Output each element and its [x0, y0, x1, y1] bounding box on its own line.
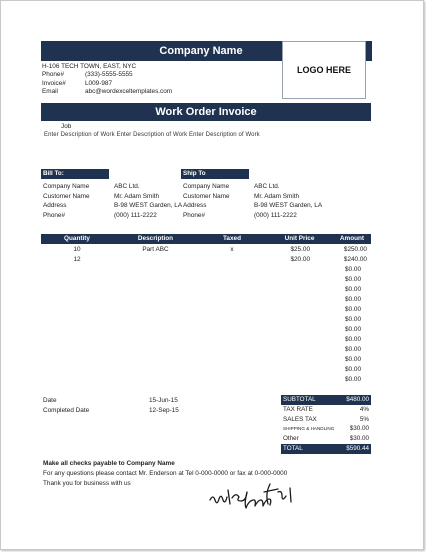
- job-label: Job: [61, 123, 72, 130]
- bill-to-label: Phone#: [43, 211, 66, 219]
- empty-amount: $0.00: [345, 326, 361, 333]
- other-row: [281, 434, 371, 444]
- col-unit-price: Unit Price: [284, 235, 315, 242]
- ship-to-label: Customer Name: [183, 192, 230, 200]
- bill-to-value: (000) 111-2222: [114, 211, 157, 219]
- item-description: [113, 255, 198, 265]
- bill-to-label: Customer Name: [43, 192, 90, 200]
- other-value: $30.00: [349, 435, 369, 443]
- ship-to-row: [183, 201, 322, 211]
- company-email-row: [42, 88, 282, 96]
- shipping-value: $30.00: [349, 425, 369, 433]
- contact-note: For any questions please contact Mr. Enderson at Tel 0-000-0000 or fax at 0-000-0000: [43, 470, 288, 477]
- sales-tax-row: [281, 415, 371, 425]
- col-quantity: Quantity: [64, 235, 90, 242]
- bill-to-value: ABC Ltd.: [114, 183, 140, 190]
- completed-date-row: [43, 406, 179, 416]
- item-description: Part ABC: [142, 246, 169, 253]
- bill-to-row: [43, 182, 182, 192]
- col-amount: Amount: [339, 235, 365, 242]
- bill-to-label: Company Name: [43, 183, 90, 190]
- bill-to-row: [43, 201, 182, 211]
- date-row: [43, 396, 179, 406]
- company-phone: (333)-5555-5555: [85, 71, 133, 79]
- bill-to-value: Mr. Adam Smith: [114, 192, 160, 200]
- total-row: [281, 444, 371, 454]
- bill-to-label: Address: [43, 202, 67, 210]
- ship-to-label: Address: [183, 202, 207, 210]
- company-info: [42, 63, 282, 97]
- items-table-header: [41, 234, 371, 244]
- empty-amounts: [329, 265, 361, 385]
- subtotal-value: $480.00: [346, 396, 369, 403]
- empty-amount: $0.00: [345, 356, 361, 363]
- empty-amount: $0.00: [345, 266, 361, 273]
- item-unit-price: $25.00: [290, 246, 310, 253]
- empty-amount: $0.00: [345, 286, 361, 293]
- item-amount: $250.00: [343, 246, 367, 253]
- item-unit-price: $20.00: [290, 256, 310, 263]
- company-email-label: Email: [42, 88, 58, 96]
- empty-amount: $0.00: [345, 316, 361, 323]
- company-phone-label: Phone#: [42, 71, 65, 79]
- bill-to-value: B-98 WEST Garden, LA: [114, 202, 183, 210]
- other-label: Other: [283, 435, 299, 443]
- empty-amount: $0.00: [345, 276, 361, 283]
- ship-to-value: B-98 WEST Garden, LA: [254, 202, 323, 210]
- ship-to-block: [183, 182, 322, 220]
- ship-to-row: [183, 182, 322, 192]
- invoice-title: Work Order Invoice: [41, 103, 371, 121]
- tax-rate-row: [281, 405, 371, 415]
- bill-to-row: [43, 192, 182, 202]
- ship-to-value: Mr. Adam Smith: [254, 192, 300, 200]
- col-taxed: Taxed: [223, 235, 241, 242]
- shipping-label: SHIPPING & HANDLING: [283, 426, 335, 432]
- col-description: Description: [137, 235, 174, 242]
- company-name-bar: Company Name: [41, 41, 361, 61]
- item-taxed: x: [230, 246, 234, 253]
- total-value: $590.44: [346, 444, 369, 452]
- signature-image: [206, 478, 306, 512]
- bill-to-heading: Bill To:: [41, 169, 109, 179]
- empty-amount: $0.00: [345, 346, 361, 353]
- tax-rate-label: TAX RATE: [283, 405, 313, 413]
- company-phone-row: [42, 71, 282, 79]
- sales-tax-value: 5%: [359, 415, 369, 423]
- ship-to-label: Company Name: [183, 183, 230, 190]
- dates-block: [43, 396, 179, 416]
- thanks-note: Thank you for business with us: [43, 480, 131, 487]
- invoice-number-row: [42, 80, 282, 88]
- logo-placeholder: LOGO HERE: [282, 41, 366, 99]
- footer: [43, 459, 363, 489]
- date-label: Date: [43, 397, 57, 404]
- empty-amount: $0.00: [345, 366, 361, 373]
- ship-to-row: [183, 211, 322, 221]
- item-quantity: 10: [73, 246, 81, 253]
- completed-date-value: 12-Sep-15: [149, 407, 179, 414]
- company-address: H-106 TECH TOWN, EAST, NYC: [42, 63, 137, 70]
- table-row: [41, 255, 371, 265]
- ship-to-row: [183, 192, 322, 202]
- header-bar-end: [366, 41, 372, 61]
- bill-to-row: [43, 211, 182, 221]
- empty-amount: $0.00: [345, 336, 361, 343]
- subtotal-row: [281, 395, 371, 405]
- ship-to-heading: Ship To: [181, 169, 249, 179]
- ship-to-value: (000) 111-2222: [254, 211, 297, 219]
- empty-amount: $0.00: [345, 376, 361, 383]
- empty-amount: $0.00: [345, 306, 361, 313]
- ship-to-value: ABC Ltd.: [254, 183, 280, 190]
- sales-tax-label: SALES TAX: [283, 415, 317, 423]
- total-label: TOTAL: [283, 444, 303, 452]
- ship-to-label: Phone#: [183, 211, 206, 219]
- item-taxed: [198, 255, 266, 265]
- empty-amount: $0.00: [345, 296, 361, 303]
- invoice-number: L009-987: [85, 79, 113, 87]
- invoice-number-label: Invoice#: [42, 79, 66, 87]
- shipping-row: [281, 424, 371, 434]
- bill-to-block: [43, 182, 182, 220]
- tax-rate-value: 4%: [359, 405, 369, 413]
- table-row: [41, 245, 371, 255]
- date-value: 15-Jun-15: [149, 397, 178, 404]
- subtotal-label: SUBTOTAL: [283, 396, 316, 403]
- completed-date-label: Completed Date: [43, 407, 90, 414]
- totals-block: [281, 395, 371, 454]
- item-quantity: 12: [73, 256, 81, 263]
- payable-note: Make all checks payable to Company Name: [43, 460, 175, 467]
- company-address-row: [42, 63, 282, 71]
- job-description: Enter Description of Work Enter Description of Work Enter Description of Work: [44, 132, 260, 138]
- item-amount: $240.00: [343, 256, 367, 263]
- company-email: abc@wordexceltemplates.com: [85, 88, 173, 96]
